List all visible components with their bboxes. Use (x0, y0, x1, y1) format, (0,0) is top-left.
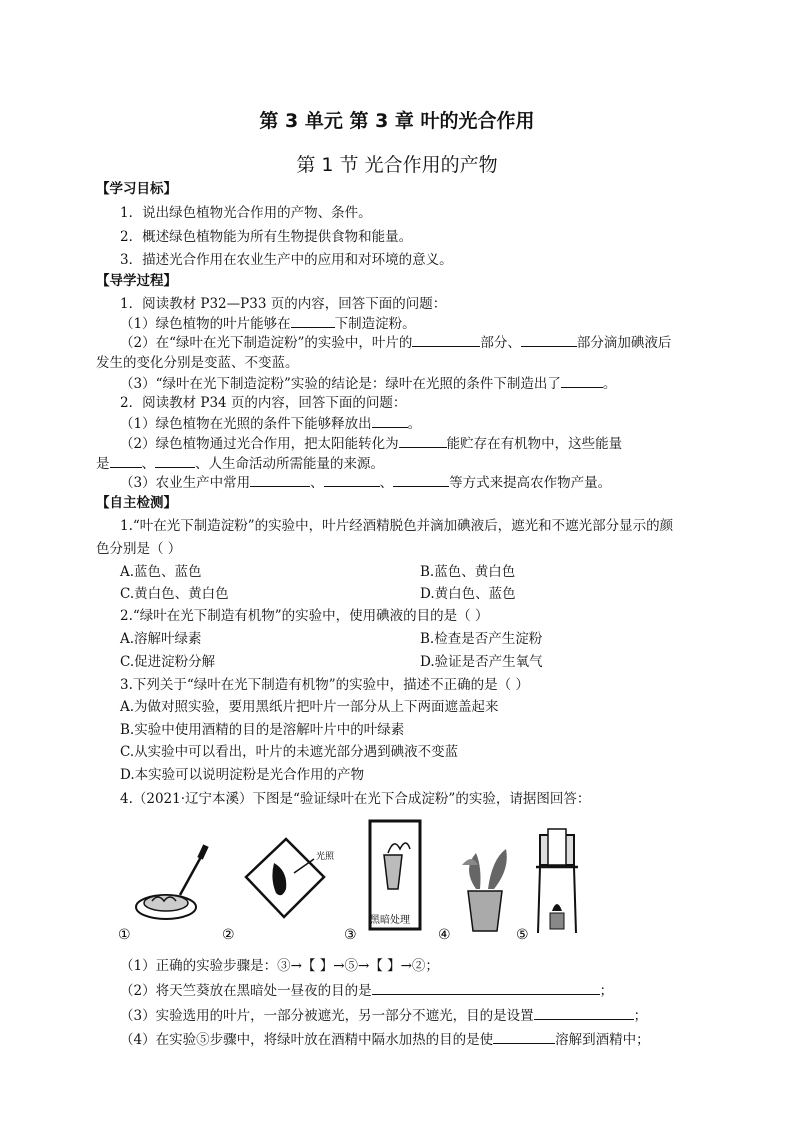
step-label: ④ (438, 927, 451, 943)
check-header: 【自主检测】 (96, 495, 177, 511)
guide-question: 1．阅读教材 P32—P33 页的内容，回答下面的问题： (120, 296, 447, 312)
answer-blank[interactable] (324, 473, 380, 487)
q4-line: （1）正确的实验步骤是：③→【 】→⑤→【 】→②； (120, 958, 439, 974)
step-label: ⑤ (516, 927, 529, 943)
answer-blank[interactable] (393, 473, 449, 487)
step-label: ① (118, 927, 131, 943)
option[interactable]: B.实验中使用酒精的目的是溶解叶片中的叶绿素 (120, 722, 405, 738)
experiment-figure (118, 815, 588, 945)
dark-box-icon (370, 821, 420, 929)
petri-dish-icon (136, 844, 209, 919)
text: 部分、 (480, 335, 521, 351)
guide-header: 【导学过程】 (96, 273, 177, 289)
guide-line (120, 374, 616, 393)
text: （2）在“绿叶在光下制造淀粉”的实验中，叶片的 (120, 335, 413, 351)
check-question: 3.下列关于“绿叶在光下制造有机物”的实验中，描述不正确的是（ ） (120, 677, 529, 693)
text: （1）绿色植物在光照的条件下能够释放出 (120, 416, 372, 432)
answer-blank[interactable] (291, 314, 335, 328)
text: （2）绿色植物通过光合作用，把太阳能转化为 (120, 436, 399, 452)
guide-question: 2．阅读教材 P34 页的内容，回答下面的问题： (120, 395, 407, 411)
q4-line (120, 1030, 650, 1049)
goal-item: 2．概述绿色植物能为所有生物提供食物和能量。 (120, 229, 413, 245)
text: 、 (310, 475, 324, 491)
text: 部分滴加碘液后 (576, 335, 672, 351)
option[interactable]: A.溶解叶绿素 (120, 631, 202, 647)
goal-item: 1．说出绿色植物光合作用的产物、条件。 (120, 205, 372, 221)
goals-header: 【学习目标】 (96, 181, 177, 197)
q4-line (120, 1006, 647, 1025)
answer-blank[interactable] (372, 981, 600, 995)
answer-blank[interactable] (372, 414, 408, 428)
text: ； (633, 1008, 648, 1024)
answer-blank[interactable] (534, 1006, 634, 1020)
text: 、 (379, 475, 394, 491)
answer-blank[interactable] (250, 473, 310, 487)
guide-line (120, 314, 416, 333)
text: 。 (602, 376, 617, 392)
guide-line (120, 333, 671, 352)
text: 等方式来提高农作物产量。 (449, 475, 612, 491)
step-label: ② (222, 927, 235, 943)
answer-blank[interactable] (521, 333, 577, 347)
option[interactable]: D.验证是否产生氧气 (420, 654, 543, 670)
leaf-board-icon (246, 839, 335, 917)
text: ； (599, 983, 614, 999)
option[interactable]: D.黄白色、蓝色 (420, 586, 516, 602)
check-question: 4.（2021·辽宁本溪）下图是“验证绿叶在光下合成淀粉”的实验，请据图回答： (120, 791, 591, 807)
text: （1）绿色植物的叶片能够在 (120, 316, 291, 332)
text: （3）农业生产中常用 (120, 475, 251, 491)
answer-blank[interactable] (399, 434, 447, 448)
guide-line (120, 473, 611, 492)
option[interactable]: A.为做对照实验，要用黑纸片把叶片一部分从上下两面遮盖起来 (120, 699, 499, 715)
answer-blank[interactable] (412, 333, 480, 347)
text: （3）实验选用的叶片，一部分被遮光，另一部分不遮光，目的是设置 (120, 1008, 534, 1024)
water-bath-icon (536, 829, 578, 933)
section-title: 第 1 节 光合作用的产物 (296, 154, 498, 176)
option[interactable]: D.本实验可以说明淀粉是光合作用的产物 (120, 767, 365, 783)
option[interactable]: C.黄白色、黄白色 (120, 586, 229, 602)
option[interactable]: B.检查是否产生淀粉 (420, 631, 543, 647)
page-title: 第 3 单元 第 3 章 叶的光合作用 (259, 110, 535, 132)
guide-line (120, 434, 622, 453)
text: （3）“绿叶在光下制造淀粉”实验的结论是：绿叶在光照的条件下制造出了 (120, 376, 561, 392)
answer-blank[interactable] (493, 1030, 555, 1044)
option[interactable]: A.蓝色、蓝色 (120, 564, 202, 580)
text: 是 (96, 456, 110, 472)
option[interactable]: B.蓝色、黄白色 (420, 564, 516, 580)
goal-item: 3．描述光合作用在农业生产中的应用和对环境的意义。 (120, 252, 453, 268)
step-label: ③ (344, 927, 357, 943)
text: 。 (407, 416, 422, 432)
leaf-text: 光照 (316, 852, 335, 862)
check-question: 2.“绿叶在光下制造有机物”的实验中，使用碘液的目的是（ ） (120, 608, 489, 624)
check-question: 1.“叶在光下制造淀粉”的实验中，叶片经酒精脱色并滴加碘液后，遮光和不遮光部分显示的颜 (120, 518, 674, 534)
check-question: 色分别是（ ） (96, 541, 182, 557)
q4-line (120, 981, 613, 1000)
text: （2）将天竺葵放在黑暗处一昼夜的目的是 (120, 983, 372, 999)
answer-blank[interactable] (561, 374, 603, 388)
text: 溶解到酒精中； (555, 1032, 650, 1048)
text: （4）在实验⑤步骤中，将绿叶放在酒精中隔水加热的目的是使 (120, 1032, 494, 1048)
text: 、 (141, 456, 155, 472)
potted-plant-icon (462, 849, 507, 931)
answer-blank[interactable] (110, 454, 142, 468)
text: 下制造淀粉。 (334, 316, 416, 332)
guide-line (120, 414, 421, 433)
text: 能贮存在有机物中，这些能量 (446, 436, 623, 452)
answer-blank[interactable] (155, 454, 195, 468)
dark-box-text: 黑暗处理 (370, 915, 410, 926)
option[interactable]: C.从实验中可以看出，叶片的未遮光部分遇到碘液不变蓝 (120, 744, 459, 760)
guide-line (96, 454, 384, 473)
guide-line: 发生的变化分别是变蓝、不变蓝。 (96, 355, 299, 371)
text: 、人生命活动所需能量的来源。 (195, 456, 384, 472)
option[interactable]: C.促进淀粉分解 (120, 654, 216, 670)
